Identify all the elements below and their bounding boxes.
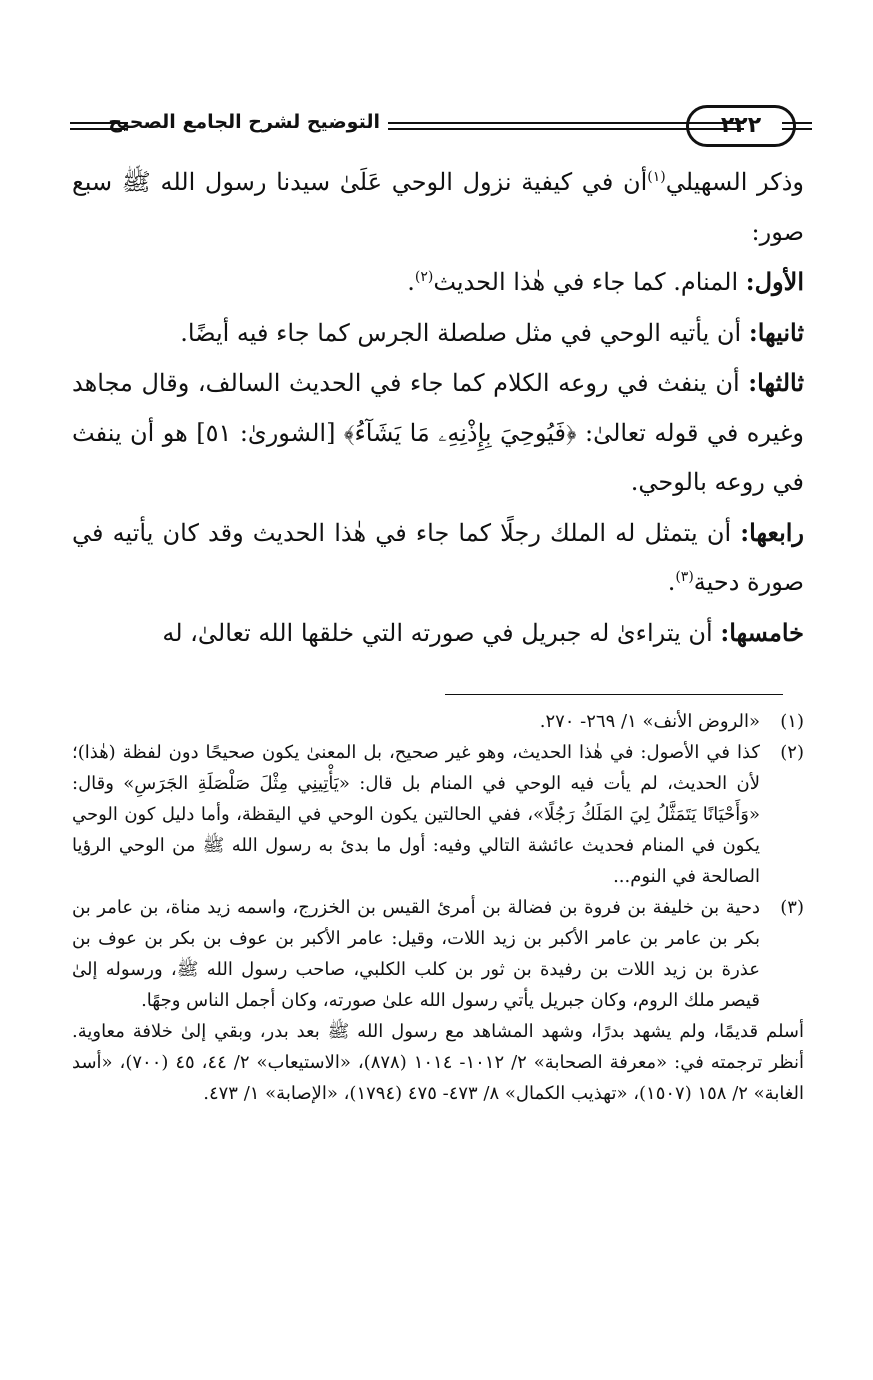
footnote-text: كذا في الأصول: في هٰذا الحديث، وهو غير صحيح، بل المعنىٰ يكون صحيحًا دون لفظة (هٰذا)؛ لأن الحديث، لم يأت فيه الوحي في المنام بل قال: «يَأْتِينِي مِثْلَ صَلْصَلَةِ الجَرَسِ» وقال: «وَأَحْيَانًا يَتَمَثَّلُ لِيَ المَلَكُ رَجُلًا»، ففي الحالتين يكون الوحي في اليقظة، وأما دليل كون الوحي يكون في المنام فحديث عائشة التالي وفيه: أول ما بدئ به رسول الله ﷺ من الوحي الرؤيا الصالحة في النوم... <box>72 742 760 887</box>
intro-text-rest: أن في كيفية نزول الوحي عَلَىٰ سيدنا رسول الله ﷺ سبع صور: <box>72 168 804 246</box>
footnote-separator <box>445 694 783 695</box>
running-header <box>70 105 810 151</box>
header-rule-right <box>782 122 812 130</box>
fifth-label: خامسها: <box>720 617 804 647</box>
paragraph-fourth <box>72 508 804 608</box>
footnote-3-continuation: أسلم قديمًا، ولم يشهد بدرًا، وشهد المشاهد مع رسول الله ﷺ بعد بدر، وبقي إلىٰ خلافة معاوية. أنظر ترجمته في: «معرفة الصحابة» ٢/ ١٠١٢- ١٠١٤ (٨٧٨)، «الاستيعاب» ٢/ ٤٤، ٤٥ (٧٠٠)، «أسد الغابة» ٢/ ١٥٨ (١٥٠٧)، «تهذيب الكمال» ٨/ ٤٧٣- ٤٧٥ (١٧٩٤)، «الإصابة» ١/ ٤٧٣. <box>72 1021 805 1104</box>
footnote-number: (٢) <box>780 742 804 763</box>
paragraph-second <box>72 308 804 359</box>
footnote-3 <box>72 892 804 1016</box>
paragraph-first <box>72 257 804 308</box>
first-end: . <box>407 268 415 296</box>
main-text <box>72 158 804 658</box>
paragraph-third <box>72 358 804 508</box>
third-label: ثالثها: <box>748 368 804 397</box>
intro-text: وذكر السهيلي <box>665 168 804 196</box>
page-number: ٢٢٢ <box>686 105 796 147</box>
footnote-text: «الروض الأنف» ١/ ٢٦٩- ٢٧٠. <box>539 711 760 732</box>
paragraph-intro <box>72 158 804 257</box>
footnote-number: (٣) <box>780 897 804 918</box>
second-label: ثانيها: <box>748 317 804 347</box>
footnotes <box>72 706 804 1109</box>
footnote-ref-3[interactable]: (٣) <box>675 569 694 585</box>
fourth-text: أن يتمثل له الملك رجلًا كما جاء في هٰذا الحديث وقد كان يأتيه في صورة دحية <box>72 518 804 596</box>
footnote-ref-2[interactable]: (٢) <box>414 269 434 285</box>
third-text: أن ينفث في روعه الكلام كما جاء في الحديث السالف، وقال مجاهد وغيره في قوله تعالىٰ: ﴿فَيُوحِيَ بِإِذْنِهِۦ مَا يَشَآءُ﴾ [الشورىٰ: ٥١] هو أن ينفث في روعه بالوحي. <box>72 369 804 496</box>
footnote-ref-1[interactable]: (١) <box>647 169 666 185</box>
first-label: الأول: <box>745 267 804 296</box>
fourth-end: . <box>667 568 676 596</box>
fifth-text: أن يتراءىٰ له جبريل في صورته التي خلقها الله تعالىٰ، له <box>162 618 721 647</box>
footnote-text: دحية بن خليفة بن فروة بن فضالة بن أمرئ القيس بن الخزرج، واسمه زيد مناة، بن عامر بن بكر بن عامر بن عامر الأكبر بن زيد اللات، وقيل: عامر الأكبر بن عوف بن بكر بن عوف بن عذرة بن زيد اللات بن رفيدة بن ثور بن كلب الكلبي، صاحب رسول الله ﷺ، ورسوله إلىٰ قيصر ملك الروم، وكان جبريل يأتي رسول الله علىٰ صورته، وكان أجمل الناس وجهًا. <box>72 897 760 1011</box>
first-text: المنام. كما جاء في هٰذا الحديث <box>433 268 746 296</box>
fourth-label: رابعها: <box>740 517 804 547</box>
second-text: أن يأتيه الوحي في مثل صلصلة الجرس كما جاء فيه أيضًا. <box>180 318 749 347</box>
footnote-2 <box>72 737 804 892</box>
paragraph-fifth <box>72 608 804 659</box>
footnote-number: (١) <box>780 711 804 732</box>
book-title: التوضيح لشرح الجامع الصحيح <box>108 111 380 133</box>
footnote-1 <box>72 706 804 737</box>
